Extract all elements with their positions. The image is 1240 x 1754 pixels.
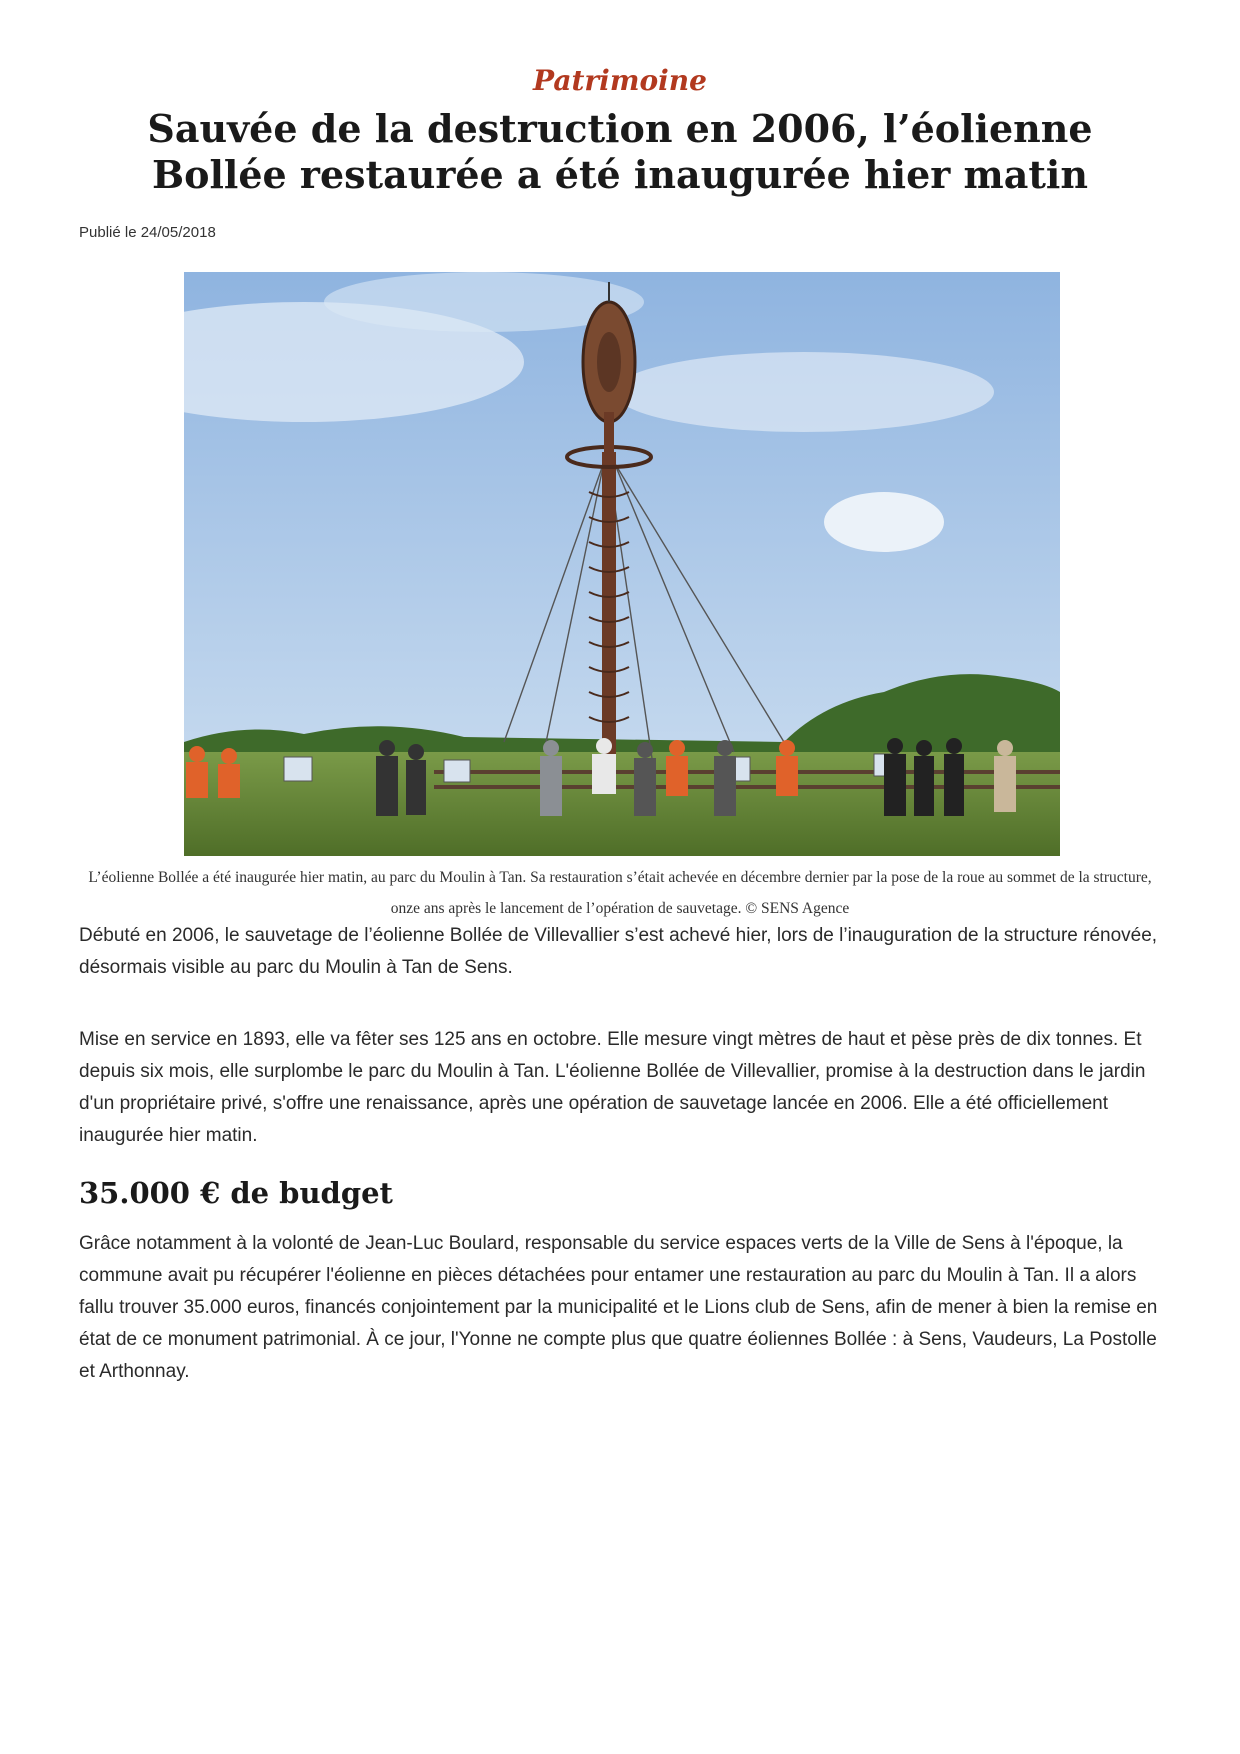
article-lead: Débuté en 2006, le sauvetage de l’éolienne Bollée de Villevallier s’est achevé hier, lors de l’inauguration de la structure rénovée, désormais visible au parc du Moulin à Tan de Sens. (79, 925, 1158, 978)
article-photo (184, 272, 1060, 856)
section-heading: 35.000 € de budget (79, 1176, 393, 1210)
article-paragraph: Mise en service en 1893, elle va fêter ses 125 ans en octobre. Elle mesure vingt mètres de haut et pèse près de dix tonnes. Et depuis six mois, elle surplombe le parc du Moulin à Tan. L'éolienne Bollée de Villevallier, promise à la destruction dans le jardin d'un propriétaire privé, s'offre une renaissance, après une opération de sauvetage lancée en 2006. Elle a été officiellement inaugurée hier matin. (79, 1029, 1146, 1146)
publication-date: Publié le 24/05/2018 (79, 224, 216, 241)
photo-caption: L’éolienne Bollée a été inaugurée hier matin, au parc du Moulin à Tan. Sa restauration s’était achevée en décembre dernier par la pose de la roue au sommet de la structure, onze ans après le lancement de l’opération de sauvetage. © SENS Agence (88, 869, 1152, 917)
rubric-label[interactable]: Patrimoine (533, 64, 707, 97)
article-paragraph: Grâce notamment à la volonté de Jean-Luc Boulard, responsable du service espaces verts de la Ville de Sens à l'époque, la commune avait pu récupérer l'éolienne en pièces détachées pour entamer une restauration au parc du Moulin à Tan. Il a alors fallu trouver 35.000 euros, financés conjointement par la municipalité et le Lions club de Sens, afin de mener à bien la remise en état de ce monument patrimonial. À ce jour, l'Yonne ne compte plus que quatre éoliennes Bollée : à Sens, Vaudeurs, La Postolle et Arthonnay. (79, 1233, 1158, 1382)
article-title: Sauvée de la destruction en 2006, l’éolienne Bollée restaurée a été inaugurée hier matin (147, 106, 1093, 197)
